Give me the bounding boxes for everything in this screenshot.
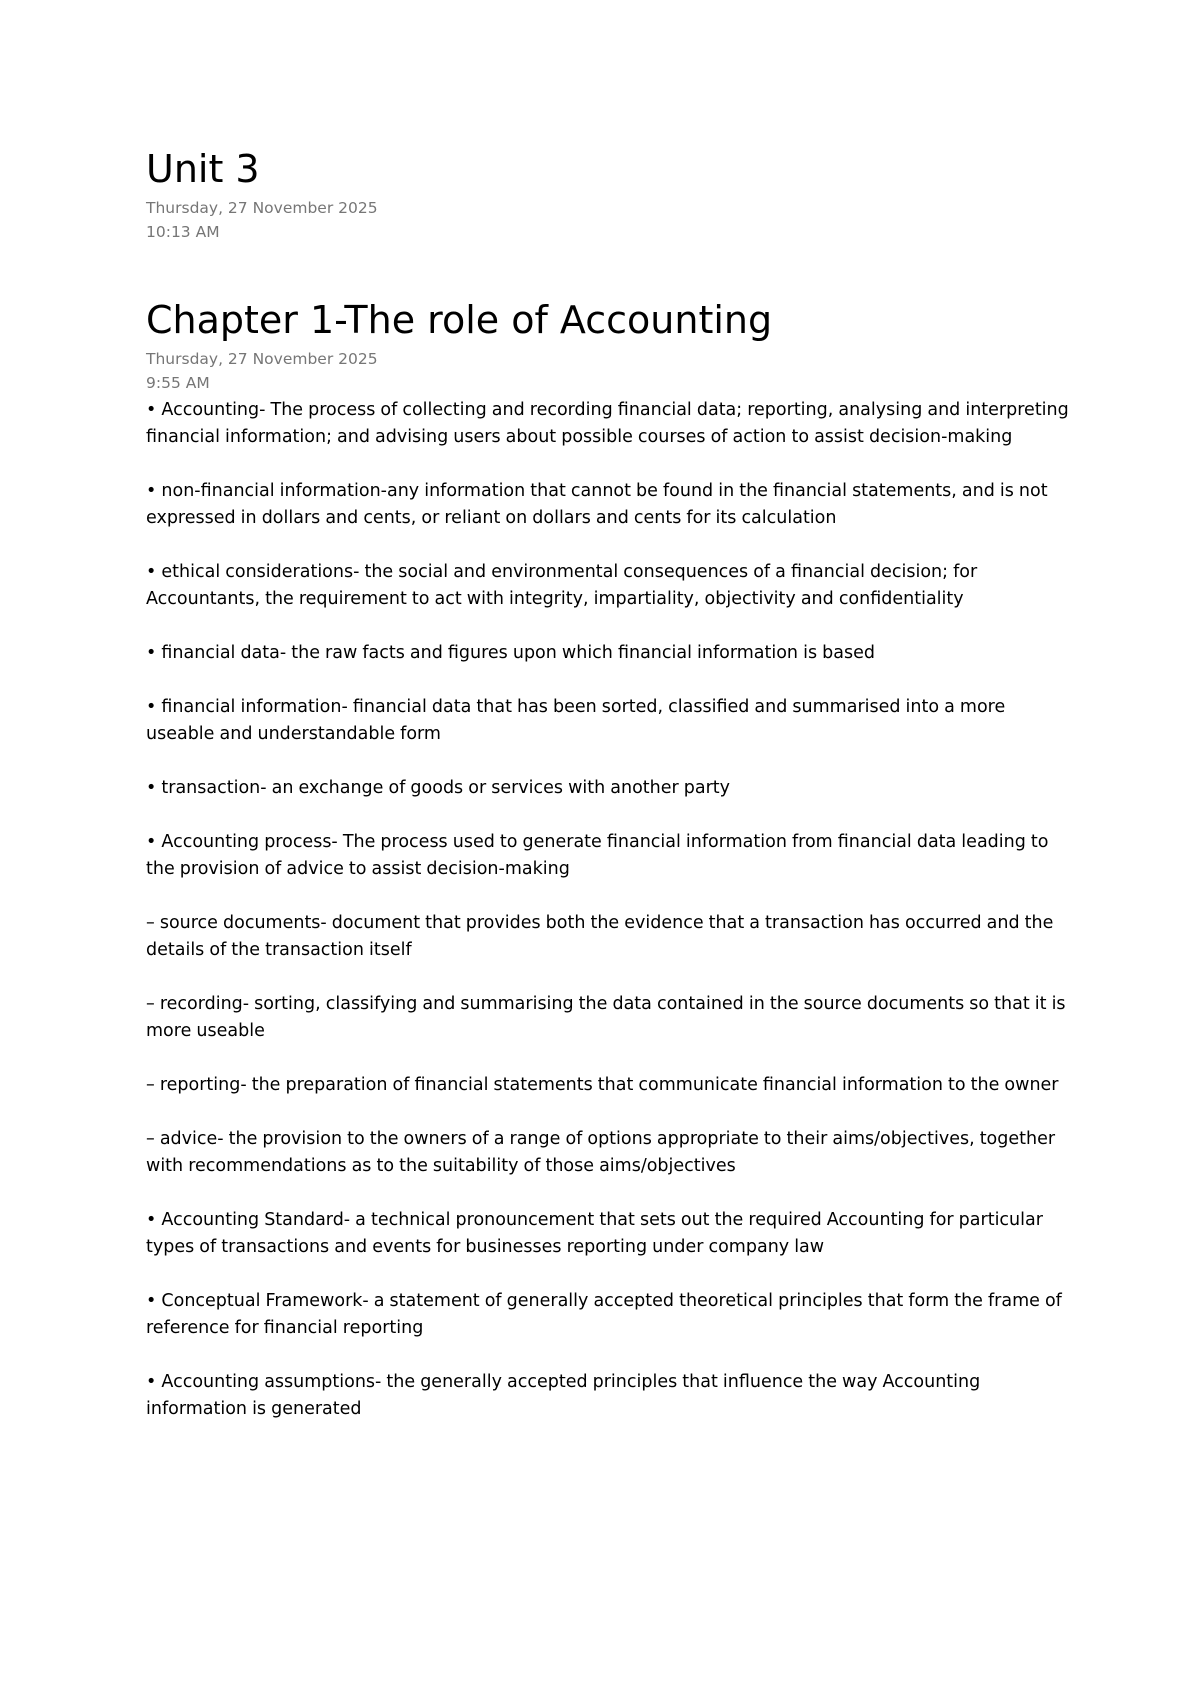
bullet-marker: • xyxy=(146,400,157,420)
unit-time: 10:13 AM xyxy=(146,223,220,241)
list-item xyxy=(146,775,1076,802)
list-item xyxy=(146,694,1076,748)
list-item xyxy=(146,640,1076,667)
definition-text: Accounting Standard- a technical pronouncement that sets out the required Accounting for particular types of transactions and events for businesses reporting under company law xyxy=(146,1210,1043,1257)
definition-text: ethical considerations- the social and environmental consequences of a financial decision; for Accountants, the requirement to act with integrity, impartiality, objectivity and confidentiality xyxy=(146,562,978,609)
dash-marker: – xyxy=(146,994,155,1014)
definition-text: Accounting process- The process used to generate financial information from financial data leading to the provision of advice to assist decision-making xyxy=(146,832,1049,879)
bullet-marker: • xyxy=(146,481,157,501)
bullet-marker: • xyxy=(146,1291,157,1311)
bullet-marker: • xyxy=(146,697,157,717)
definition-text: Accounting- The process of collecting and recording financial data; reporting, analysing and interpreting financial information; and advising users about possible courses of action to assist decision-making xyxy=(146,400,1069,447)
definition-text: transaction- an exchange of goods or services with another party xyxy=(161,778,730,798)
list-item xyxy=(146,1207,1076,1261)
list-item xyxy=(146,478,1076,532)
list-item xyxy=(146,397,1076,451)
definitions-list xyxy=(146,397,1076,1450)
definition-text: reporting- the preparation of financial statements that communicate financial information to the owner xyxy=(159,1075,1059,1095)
unit-title: Unit 3 xyxy=(146,147,260,191)
list-item xyxy=(146,829,1076,883)
bullet-marker: • xyxy=(146,832,157,852)
dash-marker: – xyxy=(146,1129,155,1149)
list-item xyxy=(146,910,1076,964)
dash-marker: – xyxy=(146,913,155,933)
chapter-meta xyxy=(146,347,378,395)
definition-text: Accounting assumptions- the generally accepted principles that influence the way Accounting information is generated xyxy=(146,1372,981,1419)
bullet-marker: • xyxy=(146,1210,157,1230)
chapter-title: Chapter 1-The role of Accounting xyxy=(146,298,773,342)
list-item xyxy=(146,991,1076,1045)
bullet-marker: • xyxy=(146,778,157,798)
definition-text: advice- the provision to the owners of a range of options appropriate to their aims/objectives, together with recommendations as to the suitability of those aims/objectives xyxy=(146,1129,1056,1176)
definition-text: recording- sorting, classifying and summarising the data contained in the source documents so that it is more useable xyxy=(146,994,1066,1041)
unit-meta xyxy=(146,196,378,244)
list-item xyxy=(146,1369,1076,1423)
definition-text: Conceptual Framework- a statement of generally accepted theoretical principles that form the frame of reference for financial reporting xyxy=(146,1291,1062,1338)
definition-text: financial data- the raw facts and figures upon which financial information is based xyxy=(161,643,875,663)
dash-marker: – xyxy=(146,1075,155,1095)
definition-text: financial information- financial data that has been sorted, classified and summarised into a more useable and understandable form xyxy=(146,697,1006,744)
definition-text: source documents- document that provides both the evidence that a transaction has occurred and the details of the transaction itself xyxy=(146,913,1054,960)
definition-text: non-financial information-any information that cannot be found in the financial statements, and is not expressed in dollars and cents, or reliant on dollars and cents for its calculation xyxy=(146,481,1048,528)
unit-date: Thursday, 27 November 2025 xyxy=(146,199,378,217)
list-item xyxy=(146,1072,1076,1099)
list-item xyxy=(146,1126,1076,1180)
list-item xyxy=(146,1288,1076,1342)
bullet-marker: • xyxy=(146,643,157,663)
bullet-marker: • xyxy=(146,562,157,582)
chapter-date: Thursday, 27 November 2025 xyxy=(146,350,378,368)
bullet-marker: • xyxy=(146,1372,157,1392)
list-item xyxy=(146,559,1076,613)
chapter-time: 9:55 AM xyxy=(146,374,210,392)
